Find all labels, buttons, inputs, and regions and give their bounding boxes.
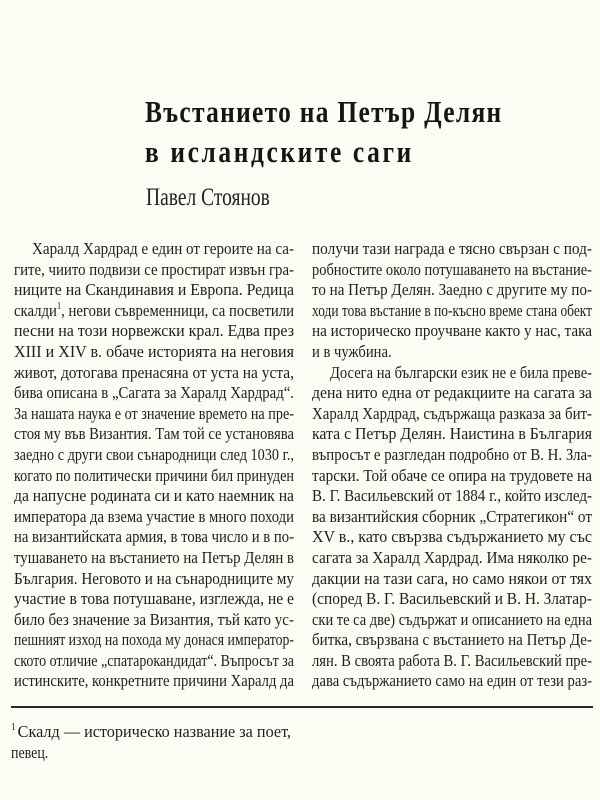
text-line [14, 569, 294, 590]
article-title [145, 92, 506, 172]
line-text: участие в това потушаване, изглежда, не е [14, 589, 294, 609]
text-line [312, 404, 592, 425]
text-line [14, 280, 294, 301]
line-text: пешният изход на похода му донася император- [14, 630, 294, 650]
line-text: дакции на тази сага, но само някои от тях [312, 568, 592, 588]
footnote-ref: 1 [56, 300, 62, 312]
text-column-right [312, 239, 592, 692]
line-text: получи тази награда е тясно свързан с под- [312, 239, 592, 258]
text-line [14, 610, 294, 631]
text-line [312, 651, 592, 672]
text-line [14, 301, 294, 322]
text-line [312, 486, 592, 507]
text-line [312, 548, 592, 569]
line-text: XIII и XIV в. обаче историята на неговия [14, 341, 294, 361]
footnote [11, 722, 296, 763]
line-text: В. Г. Васильевский от 1884 г., който изслед- [312, 486, 592, 506]
text-line [14, 260, 294, 281]
line-text: заедно с други свои сънародници след 1030 г., [14, 444, 294, 464]
line-text: когато по политически причини бил принуден [14, 465, 294, 485]
line-text: България. Неговото и на сънародниците му [14, 568, 294, 588]
line-text: ниците на Скандинавия и Европа. Редица [14, 280, 294, 300]
line-text: тарски. Той обаче се опира на трудовете на [312, 465, 592, 485]
text-line [14, 321, 294, 342]
text-line [312, 671, 592, 692]
line-text: императора да взема участие в много походи [14, 506, 294, 526]
text-line [14, 466, 294, 487]
text-line [14, 486, 294, 507]
line-text: гите, чиито подвизи се простират извън гра- [14, 259, 294, 279]
line-text: ското отличие „спатарокандидат“. Въпросът за [14, 650, 294, 670]
text-line [312, 239, 592, 260]
text-line [14, 507, 294, 528]
text-line [14, 342, 294, 363]
line-text: Харалд Хардрад, съдържаща разказа за бит- [312, 403, 592, 423]
text-line [312, 342, 592, 363]
line-text: въпросът е разгледан подробно от В. Н. Зла- [312, 444, 592, 464]
text-line [14, 630, 294, 651]
line-text: на византийската армия, в това число и в по- [14, 527, 294, 547]
line-text: живот, дотогава пренасяна от уста на уста, [14, 362, 294, 382]
line-text: сагата за Харалд Хардрад. Има няколко ре- [312, 547, 592, 567]
text-line [312, 383, 592, 404]
text-line [14, 383, 294, 404]
text-line [312, 363, 592, 384]
line-text: дена нито една от редакциите на сагата за [312, 383, 592, 403]
line-text: да напусне родината си и като наемник на [14, 486, 294, 506]
text-line [312, 301, 592, 322]
line-text: дава съдържанието само на един от тези раз- [312, 671, 592, 691]
line-text: ходи това въстание в по-късно време стана обект [312, 300, 592, 320]
line-text: на историческо проучване както у нас, така [312, 321, 592, 341]
text-line [312, 321, 592, 342]
text-line [312, 260, 592, 281]
text-line [14, 363, 294, 384]
text-line [312, 610, 592, 631]
text-line [312, 466, 592, 487]
line-text: то на Петър Делян. Заедно с другите му по- [312, 280, 592, 300]
article-author: Павел Стоянов [146, 184, 270, 211]
line-text: скалди [14, 300, 57, 320]
line-text: тушаването на въстанието на Петър Делян в [14, 547, 294, 567]
line-text: робностите около потушаването на въстание- [312, 259, 592, 279]
line-text: Досега на български език не е била преве- [330, 362, 592, 382]
text-line [14, 548, 294, 569]
article-title-line-2: в исландските саги [145, 134, 414, 169]
text-line [14, 239, 294, 260]
line-text: лян. В своята работа В. Г. Васильевский пре- [312, 650, 592, 670]
text-line [14, 651, 294, 672]
line-text: За нашата наука е от значение времето на пре- [14, 403, 294, 423]
footnote-divider [11, 706, 593, 708]
text-line [14, 671, 294, 692]
text-line [14, 445, 294, 466]
line-text: (според В. Г. Васильевский и В. Н. Златар- [312, 589, 592, 609]
text-line [14, 404, 294, 425]
text-line [312, 589, 592, 610]
text-line [312, 280, 592, 301]
text-line [14, 527, 294, 548]
line-text: истинските, конкретните причини Харалд да [14, 671, 294, 691]
text-line [312, 527, 592, 548]
text-line [312, 424, 592, 445]
line-text: и в чужбина. [312, 341, 392, 361]
footnote-mark: 1 [11, 722, 16, 733]
footnote-text-1: Скалд — историческо название за поет, [17, 722, 292, 741]
line-text: ката с Петър Делян. Наистина в България [312, 424, 592, 444]
line-text: Харалд Хардрад е един от героите на са- [32, 239, 294, 258]
text-line [312, 507, 592, 528]
line-text-after: , негови съвременници, са посветили [61, 300, 294, 320]
text-line [312, 445, 592, 466]
line-text: било без значение за Византия, тъй като ус- [14, 609, 294, 629]
line-text: XV в., като свързва съдържанието му със [312, 527, 592, 547]
line-text: песни на този норвежски крал. Едва през [14, 321, 294, 341]
line-text: ски те са две) съдържат и описанието на една [312, 609, 592, 629]
footnote-line-1 [11, 722, 296, 743]
text-line [312, 630, 592, 651]
line-text: бива описана в „Сагата за Харалд Хардрад“. [14, 383, 294, 403]
line-text: ва византийския сборник „Стратегикон“ от [312, 506, 592, 526]
text-line [14, 424, 294, 445]
text-column-left [14, 239, 294, 692]
text-line [312, 569, 592, 590]
article-title-line-1: Въстанието на Петър Делян [145, 94, 503, 129]
footnote-line-2: певец. [11, 742, 49, 762]
text-line [14, 589, 294, 610]
line-text: стоя му във Византия. Там той се установява [14, 424, 294, 444]
line-text: битка, свързвана с въстанието на Петър Де- [312, 630, 592, 650]
